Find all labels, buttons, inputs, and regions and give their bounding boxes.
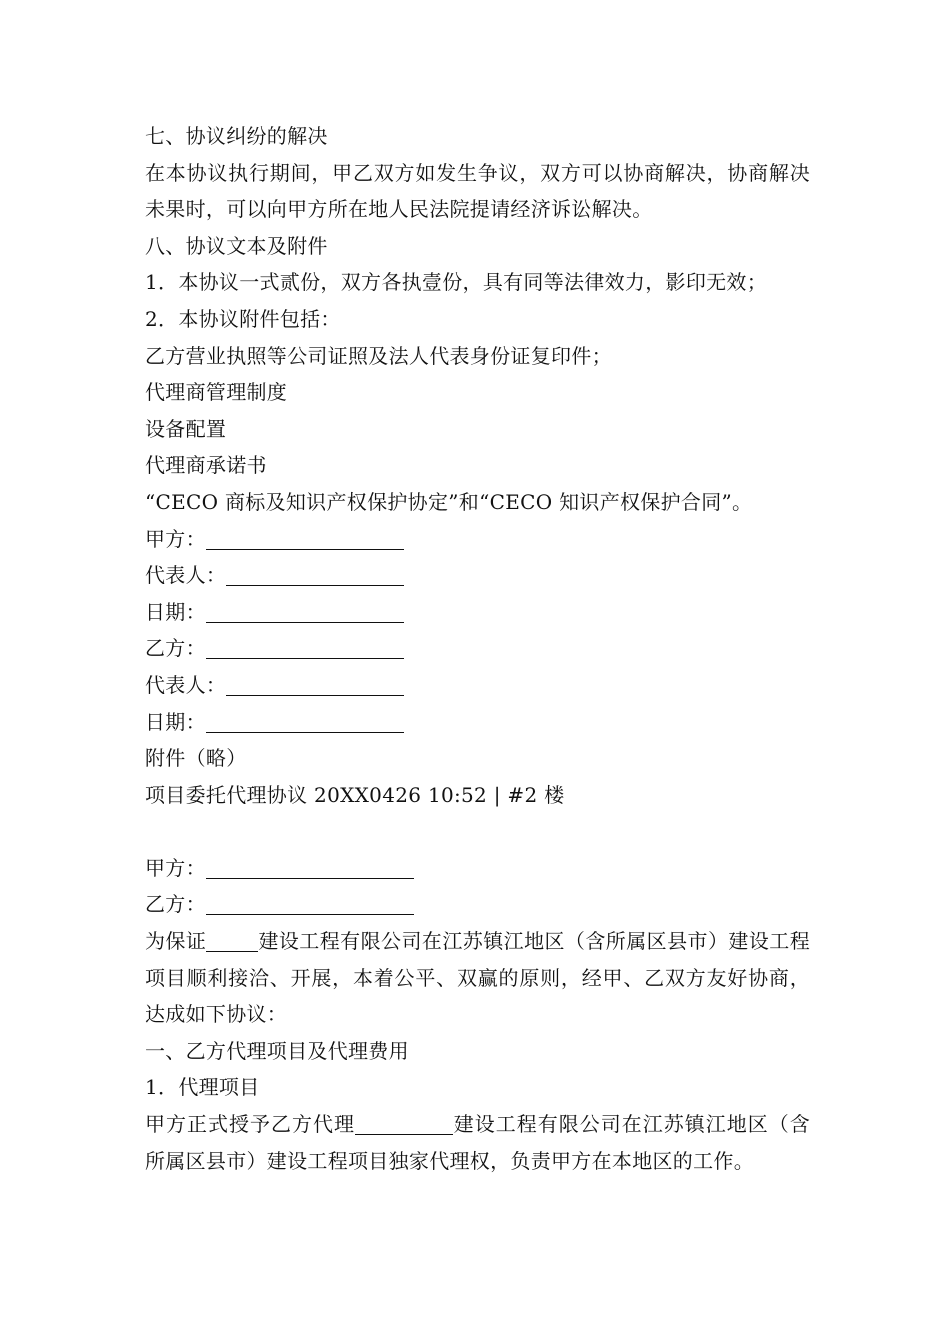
section-8-item-2: 2．本协议附件包括：: [145, 306, 341, 331]
signature-date-a-blank[interactable]: [206, 598, 404, 623]
section-1-heading: 一、乙方代理项目及代理费用: [145, 1038, 409, 1063]
signature-party-b-label: 乙方：: [145, 636, 206, 661]
signature-party-b-row: [145, 630, 810, 667]
attachment-item-management: 代理商管理制度: [145, 380, 288, 405]
attachment-item-ip-agreement: “CECO 商标及知识产权保护协定”和“CECO 知识产权保护合同”。: [145, 489, 753, 514]
party-a-row: [145, 850, 810, 887]
intro-company-blank[interactable]: [206, 927, 258, 952]
signature-date-b-label: 日期：: [145, 709, 206, 734]
signature-party-a-row: [145, 521, 810, 558]
attachment-item-license: 乙方营业执照等公司证照及法人代表身份证复印件；: [145, 343, 612, 368]
signature-rep-b-blank[interactable]: [226, 671, 404, 696]
signature-date-b-blank[interactable]: [206, 708, 404, 733]
grant-paragraph: [145, 1106, 810, 1179]
signature-party-a-blank[interactable]: [206, 525, 404, 550]
signature-date-a-label: 日期：: [145, 599, 206, 624]
signature-rep-a-blank[interactable]: [226, 561, 404, 586]
appendix-note: 附件（略）: [145, 746, 247, 771]
intro-pre-text: 为保证: [145, 929, 207, 954]
section-7-paragraph: 在本协议执行期间，甲乙双方如发生争议，双方可以协商解决，协商解决未果时，可以向甲方所在地人民法院提请经济诉讼解决。: [145, 160, 810, 222]
grant-post-text: 建设工程有限公司在江苏镇江地区（含所属区县市）建设工程项目独家代理权，负责甲方在本地区的工作。: [145, 1112, 810, 1173]
signature-date-a-row: [145, 594, 810, 631]
party-b-row: [145, 886, 810, 923]
attachment-item-equipment: 设备配置: [145, 416, 227, 441]
signature-rep-a-label: 代表人：: [145, 563, 227, 588]
signature-rep-b-row: [145, 667, 810, 704]
signature-rep-a-row: [145, 557, 810, 594]
intro-paragraph: [145, 923, 810, 1033]
party-a-blank[interactable]: [206, 854, 414, 879]
signature-party-b-blank[interactable]: [206, 634, 404, 659]
attachment-item-commitment: 代理商承诺书: [145, 453, 267, 478]
next-document-title: 项目委托代理协议 20XX0426 10:52 | #2 楼: [145, 782, 565, 807]
party-b-label: 乙方：: [145, 892, 206, 917]
party-b-blank[interactable]: [206, 890, 414, 915]
section-1-item-1: 1．代理项目: [145, 1075, 260, 1100]
signature-party-a-label: 甲方：: [145, 526, 206, 551]
grant-company-blank[interactable]: [355, 1110, 453, 1135]
section-8-heading: 八、协议文本及附件: [145, 233, 328, 258]
section-8-item-1: 1．本协议一式贰份，双方各执壹份，具有同等法律效力，影印无效；: [145, 270, 768, 295]
section-7-heading: 七、协议纠纷的解决: [145, 124, 328, 148]
spacer: [145, 813, 810, 850]
signature-date-b-row: [145, 704, 810, 741]
party-a-label: 甲方：: [145, 855, 206, 880]
signature-rep-b-label: 代表人：: [145, 672, 227, 697]
grant-pre-text: 甲方正式授予乙方代理: [145, 1112, 355, 1137]
intro-post-text: 建设工程有限公司在江苏镇江地区（含所属区县市）建设工程项目顺利接洽、开展，本着公平、双赢的原则，经甲、乙双方友好协商，达成如下协议：: [145, 929, 810, 1027]
document-body: [145, 118, 810, 1179]
